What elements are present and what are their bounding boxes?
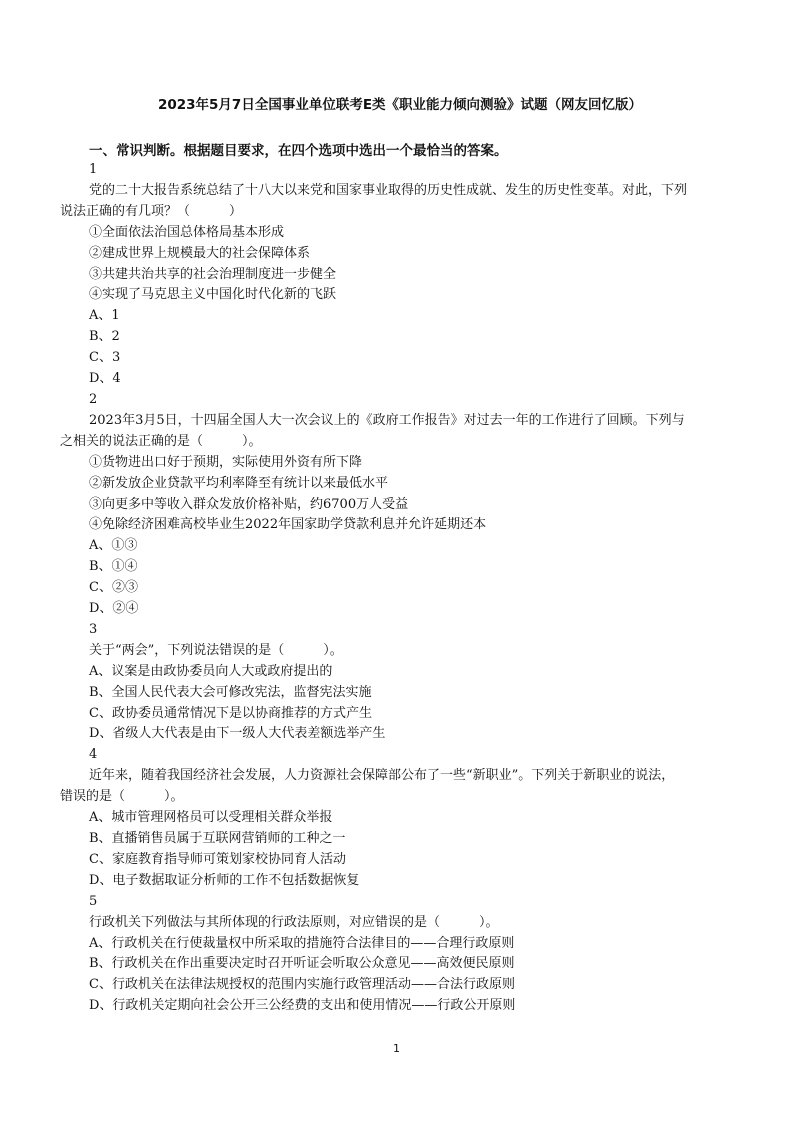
question-number: 2 xyxy=(89,391,98,407)
section-heading: 一、常识判断。根据题目要求，在四个选项中选出一个最恰当的答案。 xyxy=(89,143,508,159)
option-b: B、全国人民代表大会可修改宪法，监督宪法实施 xyxy=(89,684,372,700)
option-a: A、行政机关在行使裁量权中所采取的措施符合法律目的——合理行政原则 xyxy=(89,935,515,951)
option-c: C、行政机关在法律法规授权的范围内实施行政管理活动——合法行政原则 xyxy=(89,977,515,993)
option-d: D、②④ xyxy=(89,601,139,617)
option-c: C、3 xyxy=(89,350,121,366)
option-c: C、政协委员通常情况下是以协商推荐的方式产生 xyxy=(89,705,372,721)
statement: ④实现了马克思主义中国化时代化新的飞跃 xyxy=(89,287,337,303)
page-number: 1 xyxy=(393,1042,400,1055)
option-c: C、②③ xyxy=(89,580,138,596)
question-number: 1 xyxy=(89,162,98,177)
question-number: 5 xyxy=(89,893,98,909)
question-3 xyxy=(60,620,740,745)
question-list xyxy=(60,160,740,1017)
option-a: A、议案是由政协委员向人大或政府提出的 xyxy=(89,663,333,679)
page-title: 2023年5月7日全国事业单位联考E类《职业能力倾向测验》试题（网友回忆版） xyxy=(157,97,643,113)
option-b: B、①④ xyxy=(89,559,138,575)
question-stem-continued: 说法正确的有几项？（ ） xyxy=(60,203,243,219)
option-d: D、省级人大代表是由下一级人大代表差额选举产生 xyxy=(89,726,386,742)
question-stem-continued: 错误的是（ ）。 xyxy=(60,789,184,805)
statement: ②建成世界上规模最大的社会保障体系 xyxy=(89,245,311,261)
question-1 xyxy=(60,160,740,390)
question-number: 4 xyxy=(89,747,98,763)
option-c: C、家庭教育指导师可策划家校协同育人活动 xyxy=(89,851,346,867)
question-number: 3 xyxy=(89,621,98,637)
option-d: D、电子数据取证分析师的工作不包括数据恢复 xyxy=(89,872,360,888)
statement: ③向更多中等收入群众发放价格补贴，约6700万人受益 xyxy=(89,496,409,512)
option-a: A、①③ xyxy=(89,538,138,554)
option-a: A、1 xyxy=(89,308,120,324)
question-2 xyxy=(60,390,740,620)
question-stem: 2023年3月5日，十四届全国人大一次会议上的《政府工作报告》对过去一年的工作进行了回顾。下列与 xyxy=(89,412,685,428)
question-stem: 党的二十大报告系统总结了十八大以来党和国家事业取得的历史性成就、发生的历史性变革。对此，下列 xyxy=(89,182,688,198)
statement: ④免除经济困难高校毕业生2022年国家助学贷款利息并允许延期还本 xyxy=(89,517,487,533)
statement: ③共建共治共享的社会治理制度进一步健全 xyxy=(89,266,337,282)
statement: ①货物进出口好于预期，实际使用外资有所下降 xyxy=(89,454,363,470)
statement: ①全面依法治国总体格局基本形成 xyxy=(89,224,285,240)
question-4 xyxy=(60,745,740,891)
question-stem-continued: 之相关的说法正确的是（ ）。 xyxy=(60,433,262,449)
question-5 xyxy=(60,892,740,1017)
option-b: B、直播销售员属于互联网营销师的工种之一 xyxy=(89,831,346,846)
statement: ②新发放企业贷款平均利率降至有统计以来最低水平 xyxy=(89,475,389,491)
option-a: A、城市管理网格员可以受理相关群众举报 xyxy=(89,810,333,826)
option-b: B、2 xyxy=(89,329,120,345)
option-d: D、行政机关定期向社会公开三公经费的支出和使用情况——行政公开原则 xyxy=(89,998,516,1014)
question-stem: 关于“两会”，下列说法错误的是（ ）。 xyxy=(89,642,343,658)
option-b: B、行政机关在作出重要决定时召开听证会听取公众意见——高效便民原则 xyxy=(89,956,515,972)
question-stem: 行政机关下列做法与其所体现的行政法原则，对应错误的是（ ）。 xyxy=(89,914,499,930)
option-d: D、4 xyxy=(89,371,121,387)
question-stem: 近年来，随着我国经济社会发展，人力资源社会保障部公布了一些“新职业”。下列关于新职业的说法， xyxy=(89,768,675,784)
